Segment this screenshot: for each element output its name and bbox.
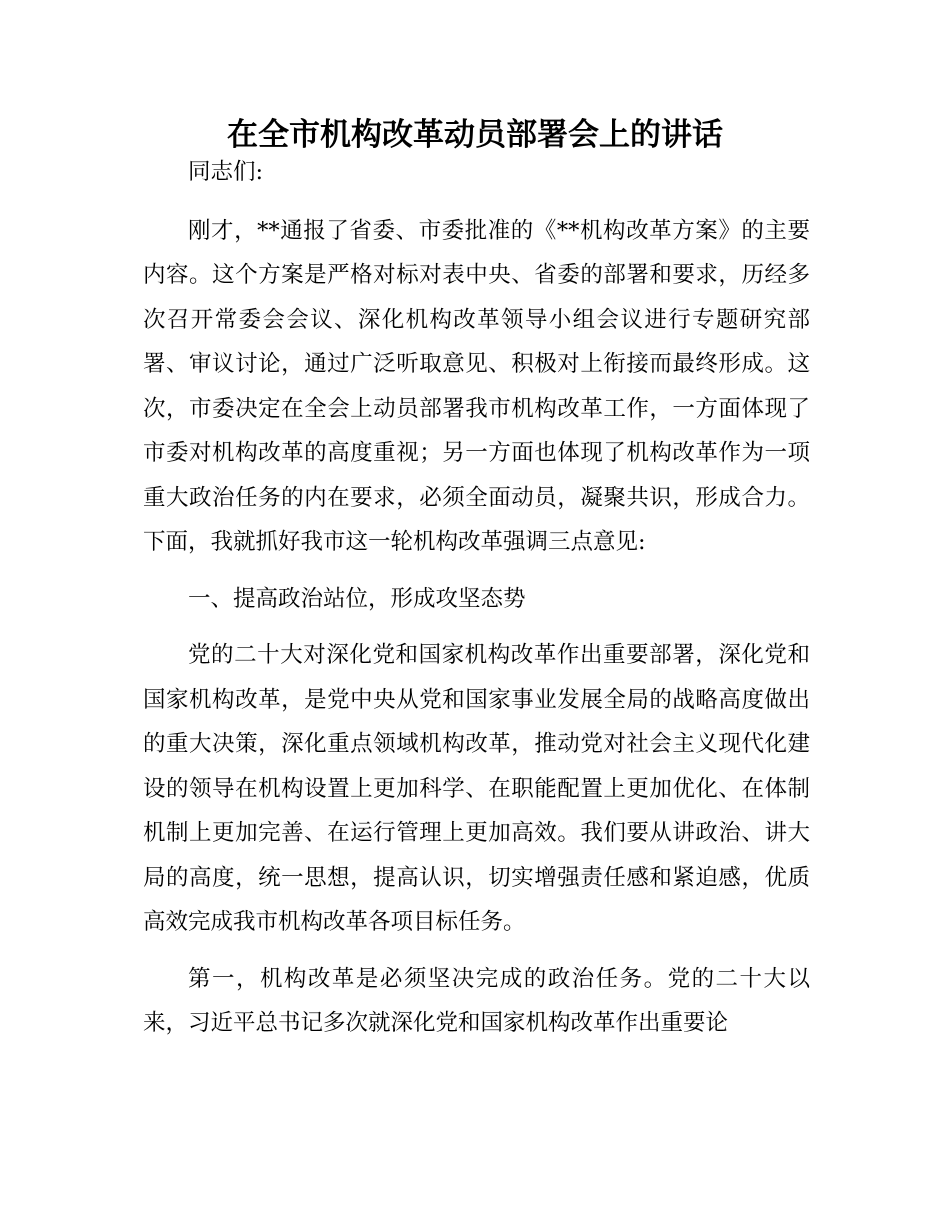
document-title: 在全市机构改革动员部署会上的讲话 xyxy=(227,117,723,153)
paragraph-intro: 刚才，**通报了省委、市委批准的《**机构改革方案》的主要内容。这个方案是严格对标对表中央、省委的部署和要求，历经多次召开常委会会议、深化机构改革领导小组会议进行专题研究部署、审议讨论，通过广泛听取意见、积极对上衔接而最终形成。这次，市委决定在全会上动员部署我市机构改革工作，一方面体现了市委对机构改革的高度重视；另一方面也体现了机构改革作为一项重大政治任务的内在要求，必须全面动员，凝聚共识，形成合力。下面，我就抓好我市这一轮机构改革强调三点意见: xyxy=(143,217,810,555)
paragraph-point-1: 第一，机构改革是必须坚决完成的政治任务。党的二十大以来，习近平总书记多次就深化党和国家机构改革作出重要论 xyxy=(143,965,810,1036)
paragraph-section-1: 党的二十大对深化党和国家机构改革作出重要部署，深化党和国家机构改革，是党中央从党和国家事业发展全局的战略高度做出的重大决策，深化重点领域机构改革，推动党对社会主义现代化建设的领导在机构设置上更加科学、在职能配置上更加优化、在体制机制上更加完善、在运行管理上更加高效。我们要从讲政治、讲大局的高度，统一思想，提高认识，切实增强责任感和紧迫感，优质高效完成我市机构改革各项目标任务。 xyxy=(143,642,810,935)
document-body xyxy=(143,150,810,1058)
section-heading-1: 一、提高政治站位，形成攻坚态势 xyxy=(188,585,526,612)
salutation: 同志们: xyxy=(188,159,264,185)
